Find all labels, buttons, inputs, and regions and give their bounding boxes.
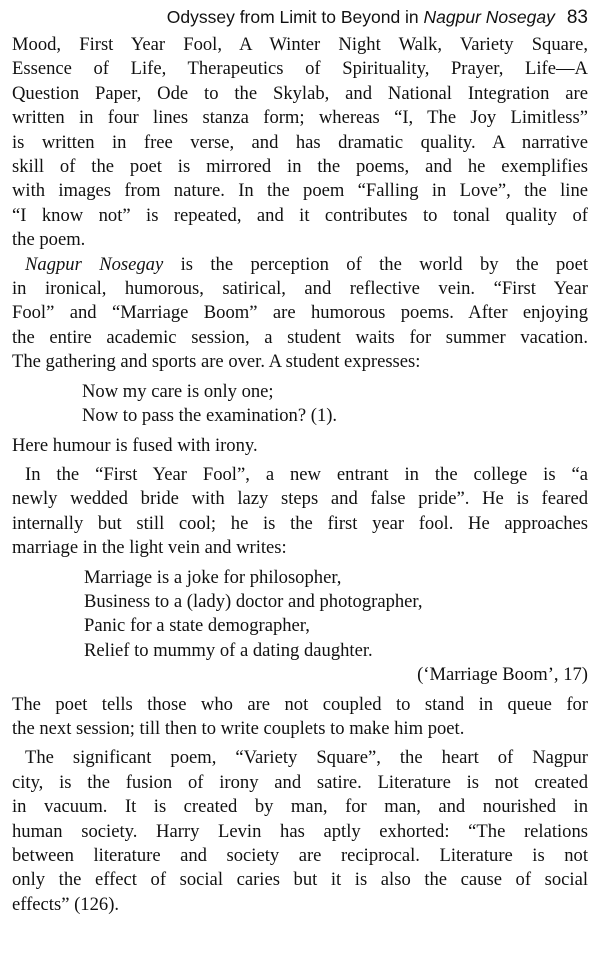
text-line: the entire academic session, a student waits for summer vacation. bbox=[12, 326, 588, 348]
verse-line: Relief to mummy of a dating daughter. bbox=[84, 639, 373, 661]
verse-quote-1 bbox=[12, 380, 588, 429]
text-line-first bbox=[12, 253, 588, 277]
text-run: is the perception of the world by the poet bbox=[163, 253, 588, 275]
verse-quote-2 bbox=[12, 566, 588, 664]
text-line: in vacuum. It is created by man, for man, and nourished in bbox=[12, 796, 588, 818]
running-header bbox=[12, 5, 588, 30]
verse-line: Now my care is only one; bbox=[82, 380, 274, 402]
text-line: newly wedded bride with lazy steps and false pride”. He is feared bbox=[12, 488, 588, 510]
text-line: in ironical, humorous, satirical, and reflective vein. “First Year bbox=[12, 278, 588, 300]
italic-title: Nagpur Nosegay bbox=[25, 253, 164, 275]
page-body bbox=[12, 33, 588, 917]
verse-line: Panic for a state demographer, bbox=[84, 615, 310, 637]
text-line: the next session; till then to write couplets to make him poet. bbox=[12, 717, 465, 739]
text-line: In the “First Year Fool”, a new entrant in the college is “a bbox=[25, 463, 588, 485]
paragraph-4 bbox=[12, 463, 588, 561]
running-title: Odyssey from Limit to Beyond in bbox=[166, 7, 424, 27]
text-line: Here humour is fused with irony. bbox=[12, 434, 258, 456]
verse-line: Business to a (lady) doctor and photographer, bbox=[84, 590, 423, 612]
running-title-italic: Nagpur Nosegay bbox=[423, 7, 555, 27]
text-line: is written in free verse, and has dramatic quality. A narrative bbox=[12, 131, 588, 153]
text-line: city, is the fusion of irony and satire. Literature is not created bbox=[12, 771, 588, 793]
text-line: only the effect of social caries but it is also the cause of social bbox=[12, 869, 588, 891]
text-line: Essence of Life, Therapeutics of Spirituality, Prayer, Life—A bbox=[12, 58, 588, 80]
text-line: between literature and society are reciprocal. Literature is not bbox=[12, 845, 588, 866]
verse-citation: (‘Marriage Boom’, 17) bbox=[417, 664, 588, 686]
text-line: Question Paper, Ode to the Skylab, and National Integration are bbox=[12, 82, 588, 104]
text-line: effects” (126). bbox=[12, 893, 120, 915]
paragraph-3 bbox=[12, 434, 588, 458]
paragraph-5 bbox=[12, 693, 588, 742]
verse-line: Marriage is a joke for philosopher, bbox=[84, 566, 342, 588]
text-line: The significant poem, “Variety Square”, the heart of Nagpur bbox=[25, 747, 588, 769]
text-line: marriage in the light vein and writes: bbox=[12, 537, 287, 559]
text-line: Fool” and “Marriage Boom” are humorous poems. After enjoying bbox=[12, 302, 588, 324]
text-line: skill of the poet is mirrored in the poems, and he exemplifies bbox=[12, 156, 588, 178]
text-line: the poem. bbox=[12, 229, 86, 251]
text-line: internally but still cool; he is the first year fool. He approaches bbox=[12, 512, 588, 534]
text-line: with images from nature. In the poem “Falling in Love”, the line bbox=[12, 180, 588, 202]
text-line: The poet tells those who are not coupled to stand in queue for bbox=[12, 693, 588, 715]
paragraph-2 bbox=[12, 253, 588, 375]
paragraph-6 bbox=[12, 746, 588, 917]
text-line: The gathering and sports are over. A student expresses: bbox=[12, 351, 421, 373]
text-line: written in four lines stanza form; whereas “I, The Joy Limitless” bbox=[12, 107, 588, 129]
text-line: “I know not” is repeated, and it contributes to tonal quality of bbox=[12, 204, 588, 226]
page-number: 83 bbox=[566, 7, 588, 28]
text-line: Mood, First Year Fool, A Winter Night Walk, Variety Square, bbox=[12, 34, 588, 55]
verse-line: Now to pass the examination? (1). bbox=[82, 405, 338, 427]
paragraph-1 bbox=[12, 33, 588, 253]
text-line: human society. Harry Levin has aptly exhorted: “The relations bbox=[12, 820, 588, 842]
